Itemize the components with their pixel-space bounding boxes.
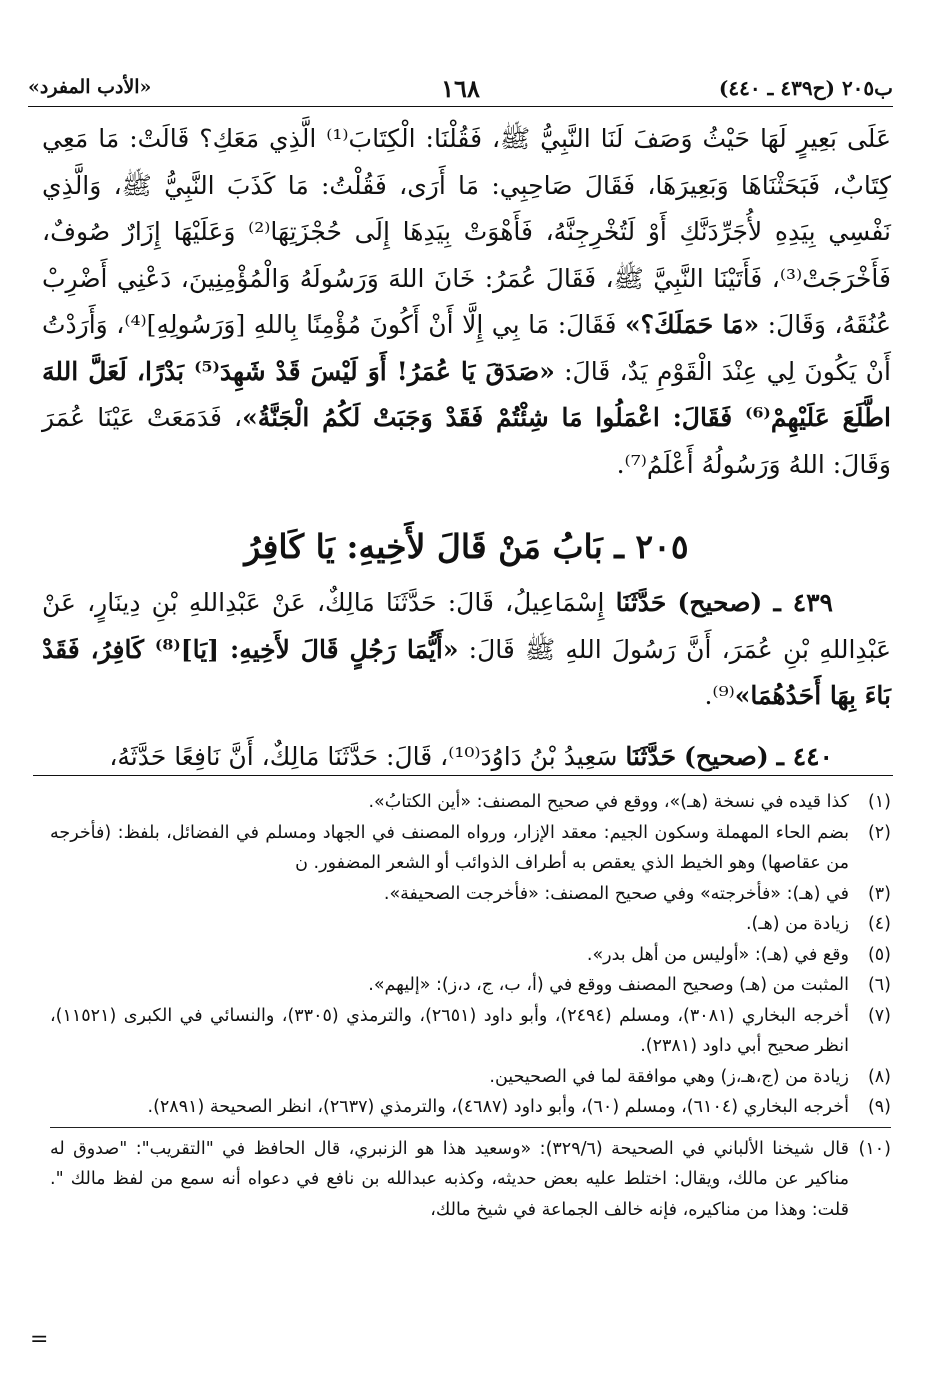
haddathana: حَدَّثَنَا bbox=[615, 588, 667, 617]
hadith-number: ٤٣٩ ـ bbox=[773, 588, 833, 617]
footnotes bbox=[50, 787, 891, 1225]
hadith-439: ٤٣٩ ـ (صحيح) حَدَّثَنَا إِسْمَاعِيلُ، قَالَ: حَدَّثَنَا مَالِكٌ، عَنْ عَبْدِاللهِ بْنِ دِينَارٍ، عَنْ عَبْدِاللهِ بْنِ عُمَرَ، أَنَّ رَسُولَ اللهِ ﷺ قَالَ: «أَيُّمَا رَجُلٍ قَالَ لأَخِيهِ: [يَا]⁽⁸⁾ كَافِرُ، فَقَدْ بَاءَ بِهَا أَحَدُهُمَا»⁽⁹⁾. bbox=[42, 588, 892, 710]
hadith-grade: (صحيح) bbox=[684, 741, 769, 771]
footnote-5: (٥) وقع في (هـ): «أوليس من أهل بدر». bbox=[586, 944, 891, 965]
footnote-6: (٦) المثبت من (هـ) وصحيح المصنف ووقع في (أ، ب، ج، د،ز): «إليهم». bbox=[368, 975, 891, 995]
footnote-1: (١) كذا قيده في نسخة (هـ)»، ووقع في صحيح المصنف: «أين الكتابُ». bbox=[368, 792, 891, 812]
hadith-440: ٤٤٠ ـ (صحيح) حَدَّثَنَا سَعِيدُ بْنُ دَاوُدَ⁽¹⁰⁾، قَالَ: حَدَّثَنَا مَالِكٌ، أَنَّ نَافِعًا حَدَّثَهُ، bbox=[109, 741, 833, 771]
footnote-4: (٤) زيادة من (هـ). bbox=[745, 914, 891, 934]
header-chapter-ref: ب٢٠٥ (ح٤٣٩ ـ ٤٤٠) bbox=[718, 76, 893, 100]
footnote-9: (٩) أخرجه البخاري (٦١٠٤)، ومسلم (٦٠)، وأبو داود (٤٦٨٧)، والترمذي (٢٦٣٧)، انظر الصحيحة (٢٨٩١). bbox=[147, 1097, 891, 1117]
footnote-3: (٣) في (هـ): «فأخرجته» وفي صحيح المصنف: «فأخرجت الصحيفة». bbox=[383, 883, 891, 904]
hadith-grade: (صحيح) bbox=[677, 588, 763, 617]
continuation-paragraph: عَلَى بَعِيرٍ لَهَا حَيْثُ وَصَفَ لَنَا النَّبِيُّ ﷺ، فَقُلْنَا: الْكِتَابَ⁽¹⁾ الَّذِي مَعَكِ؟ قَالَتْ: مَا مَعِي كِتَابٌ، فَبَحَثْنَاهَا وَبَعِيرَهَا، فَقَالَ صَاحِبِي: مَا أَرَى، فَقُلْتُ: مَا كَذَبَ النَّبِيُّ ﷺ، وَالَّذِي نَفْسِي بِيَدِهِ لأُجَرِّدَنَّكِ أَوْ لَتُخْرِجِنَّهُ، فَأَهْوَتْ بِيَدِهَا إِلَى حُجْزَتِهَا⁽²⁾ وَعَلَيْهَا إِزَارٌ صُوفٌ، فَأَخْرَجَتْ⁽³⁾، فَأَتَيْنَا النَّبِيَّ ﷺ، فَقَالَ عُمَرُ: خَانَ اللهَ وَرَسُولَهُ وَالْمُؤْمِنِينَ، دَعْنِي أَضْرِبْ عُنُقَهُ، وَقَالَ: «مَا حَمَلَكَ؟» فَقَالَ: مَا بِي إِلَّا أَنْ أَكُونَ مُؤْمِنًا بِاللهِ [وَرَسُولِهِ]⁽⁴⁾، وَأَرَدْتُ أَنْ يَكُونَ لِي عِنْدَ الْقَوْمِ يَدٌ، قَالَ: «صَدَقَ يَا عُمَرُ! أَوَ لَيْسَ قَدْ شَهِدَ⁽⁵⁾ بَدْرًا، لَعَلَّ اللهَ اطَّلَعَ عَلَيْهِمْ⁽⁶⁾ فَقَالَ: اعْمَلُوا مَا شِئْتُمْ فَقَدْ وَجَبَتْ لَكُمُ الْجَنَّةُ»، فَدَمَعَتْ عَيْنَا عُمَرَ وَقَالَ: اللهُ وَرَسُولُهُ أَعْلَمُ⁽⁷⁾. bbox=[42, 124, 892, 479]
footnote-separator bbox=[50, 1127, 891, 1128]
footnote-7: (٧) أخرجه البخاري (٣٠٨١)، ومسلم (٢٤٩٤)، وأبو داود (٢٦٥١)، والترمذي (٣٣٠٥)، والنسائي في الكبرى (١١٥٢١)، انظر صحيح أبي داود (٢٣٨١). bbox=[50, 1005, 891, 1056]
hadith-number: ٤٤٠ ـ bbox=[776, 741, 833, 771]
haddathana: حَدَّثَنَا bbox=[625, 741, 677, 771]
prophet-quote: «صَدَقَ يَا عُمَرُ! أَوَ لَيْسَ قَدْ شَهِدَ⁽⁵⁾ بَدْرًا، لَعَلَّ اللهَ اطَّلَعَ عَلَيْهِمْ⁽⁶⁾ فَقَالَ: اعْمَلُوا مَا شِئْتُمْ فَقَدْ وَجَبَتْ لَكُمُ الْجَنَّةُ» bbox=[42, 356, 891, 432]
chapter-title: ٢٠٥ ـ بَابُ مَنْ قَالَ لأَخِيهِ: يَا كَافِرُ bbox=[244, 527, 689, 566]
footnote-divider bbox=[33, 775, 893, 776]
continuation-mark: = bbox=[30, 1327, 49, 1352]
footnote-8: (٨) زيادة من (ج،هـ،ز) وهي موافقة لما في الصحيحين. bbox=[489, 1066, 891, 1087]
prophet-quote: «أَيُّمَا رَجُلٍ قَالَ لأَخِيهِ: [يَا]⁽⁸⁾ كَافِرُ، فَقَدْ بَاءَ بِهَا أَحَدُهُمَا» bbox=[42, 634, 891, 710]
prophet-quote: «مَا حَمَلَكَ؟» bbox=[625, 310, 760, 339]
page-number: ١٦٨ bbox=[441, 74, 480, 103]
footnote-10: (١٠) قال شيخنا الألباني في الصحيحة (٣٢٩/٦): «وسعيد هذا هو الزنبري، قال الحافظ في "التقريب": "صدوق له مناكير عن مالك، ويقال: اختلط عليه بعض حديثه، وكذبه عبدالله بن نافع في دعواه أنه سمع من لفظ مالك ". قلت: وهذا من مناكيره، فإنه خالف الجماعة في شيخ مالك، bbox=[50, 1138, 891, 1220]
running-header bbox=[28, 76, 893, 107]
footnote-2: (٢) بضم الحاء المهملة وسكون الجيم: معقد الإزار، ورواه المصنف في الجهاد ومسلم في الفضائل، بلفظ: (فأخرجه من عقاصها) وهو الخيط الذي يعقص به أطراف الذوائب أو الشعر المضفور. ن bbox=[50, 822, 891, 873]
header-book-title: «الأدب المفرد» bbox=[28, 76, 152, 98]
main-text bbox=[42, 116, 891, 780]
